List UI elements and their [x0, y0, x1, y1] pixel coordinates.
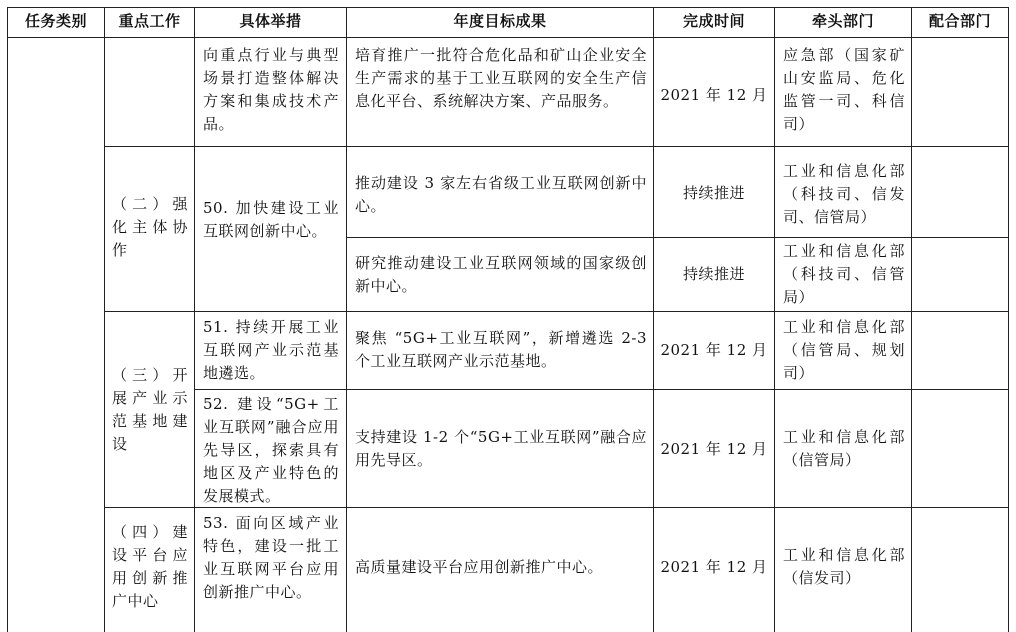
- target-cell: 高质量建设平台应用创新推广中心。: [355, 558, 604, 576]
- row-divider: [346, 237, 1009, 238]
- target-cell: 支持建设 1-2 个“5G+工业互联网”融合应用先导区。: [355, 428, 647, 469]
- measure-cell: 51. 持续开展工业互联网产业示范基地遴选。: [203, 318, 339, 382]
- time-cell: 持续推进: [682, 265, 745, 283]
- time-cell: 2021 年 12 月: [660, 341, 768, 359]
- header-completion-time: 完成时间: [682, 11, 745, 30]
- time-cell: 持续推进: [682, 184, 745, 202]
- header-bottom-rule: [7, 37, 1009, 38]
- lead-department-cell: 应急部（国家矿山安监局、危化监管一司、科信司）: [783, 46, 905, 133]
- measure-cell: 53. 面向区域产业特色，建设一批工业互联网平台应用创新推广中心。: [203, 514, 339, 601]
- lead-department-cell: 工业和信息化部（信管局、规划司）: [783, 318, 905, 382]
- key-work-cell: （三）开展产业示范基地建设: [112, 366, 188, 453]
- target-cell: 培育推广一批符合危化品和矿山企业安全生产需求的基于工业互联网的安全生产信息化平台、系统解决方案、产品服务。: [355, 46, 647, 110]
- key-work-cell: （四）建设平台应用创新推广中心: [112, 523, 188, 610]
- header-task-category: 任务类别: [24, 11, 87, 30]
- table-border-right: [1008, 7, 1009, 632]
- time-cell: 2021 年 12 月: [660, 86, 768, 104]
- lead-department-cell: 工业和信息化部（科技司、信管局）: [783, 242, 905, 306]
- header-lead-department: 牵头部门: [811, 11, 874, 30]
- header-cooperating-department: 配合部门: [928, 11, 991, 30]
- target-cell: 研究推动建设工业互联网领域的国家级创新中心。: [355, 254, 647, 295]
- time-cell: 2021 年 12 月: [660, 440, 768, 458]
- column-divider: [346, 7, 347, 632]
- target-cell: 推动建设 3 家左右省级工业互联网创新中心。: [355, 174, 647, 215]
- key-work-cell: （二）强化主体协作: [112, 195, 188, 259]
- lead-department-cell: 工业和信息化部（信发司）: [783, 546, 905, 587]
- lead-department-cell: 工业和信息化部（信管局）: [783, 428, 905, 469]
- table-border-left: [7, 7, 8, 632]
- target-cell: 聚焦 “5G+工业互联网”，新增遴选 2-3 个工业互联网产业示范基地。: [355, 329, 647, 370]
- header-annual-targets: 年度目标成果: [453, 11, 547, 30]
- measure-cell: 向重点行业与典型场景打造整体解决方案和集成技术产品。: [203, 46, 339, 133]
- column-divider: [774, 7, 775, 632]
- time-cell: 2021 年 12 月: [660, 558, 768, 576]
- column-divider: [194, 7, 195, 632]
- header-specific-measures: 具体举措: [239, 11, 302, 30]
- column-divider: [911, 7, 912, 632]
- column-divider: [104, 7, 105, 632]
- row-divider: [194, 389, 1009, 390]
- measure-cell: 50. 加快建设工业互联网创新中心。: [203, 199, 339, 240]
- header-key-work: 重点工作: [118, 11, 181, 30]
- row-divider: [104, 146, 1009, 147]
- row-divider: [104, 311, 1009, 312]
- lead-department-cell: 工业和信息化部（科技司、信发司、信管局）: [783, 162, 905, 226]
- measure-cell: 52. 建设“5G+工业互联网”融合应用先导区，探索具有地区及产业特色的发展模式。: [203, 395, 339, 505]
